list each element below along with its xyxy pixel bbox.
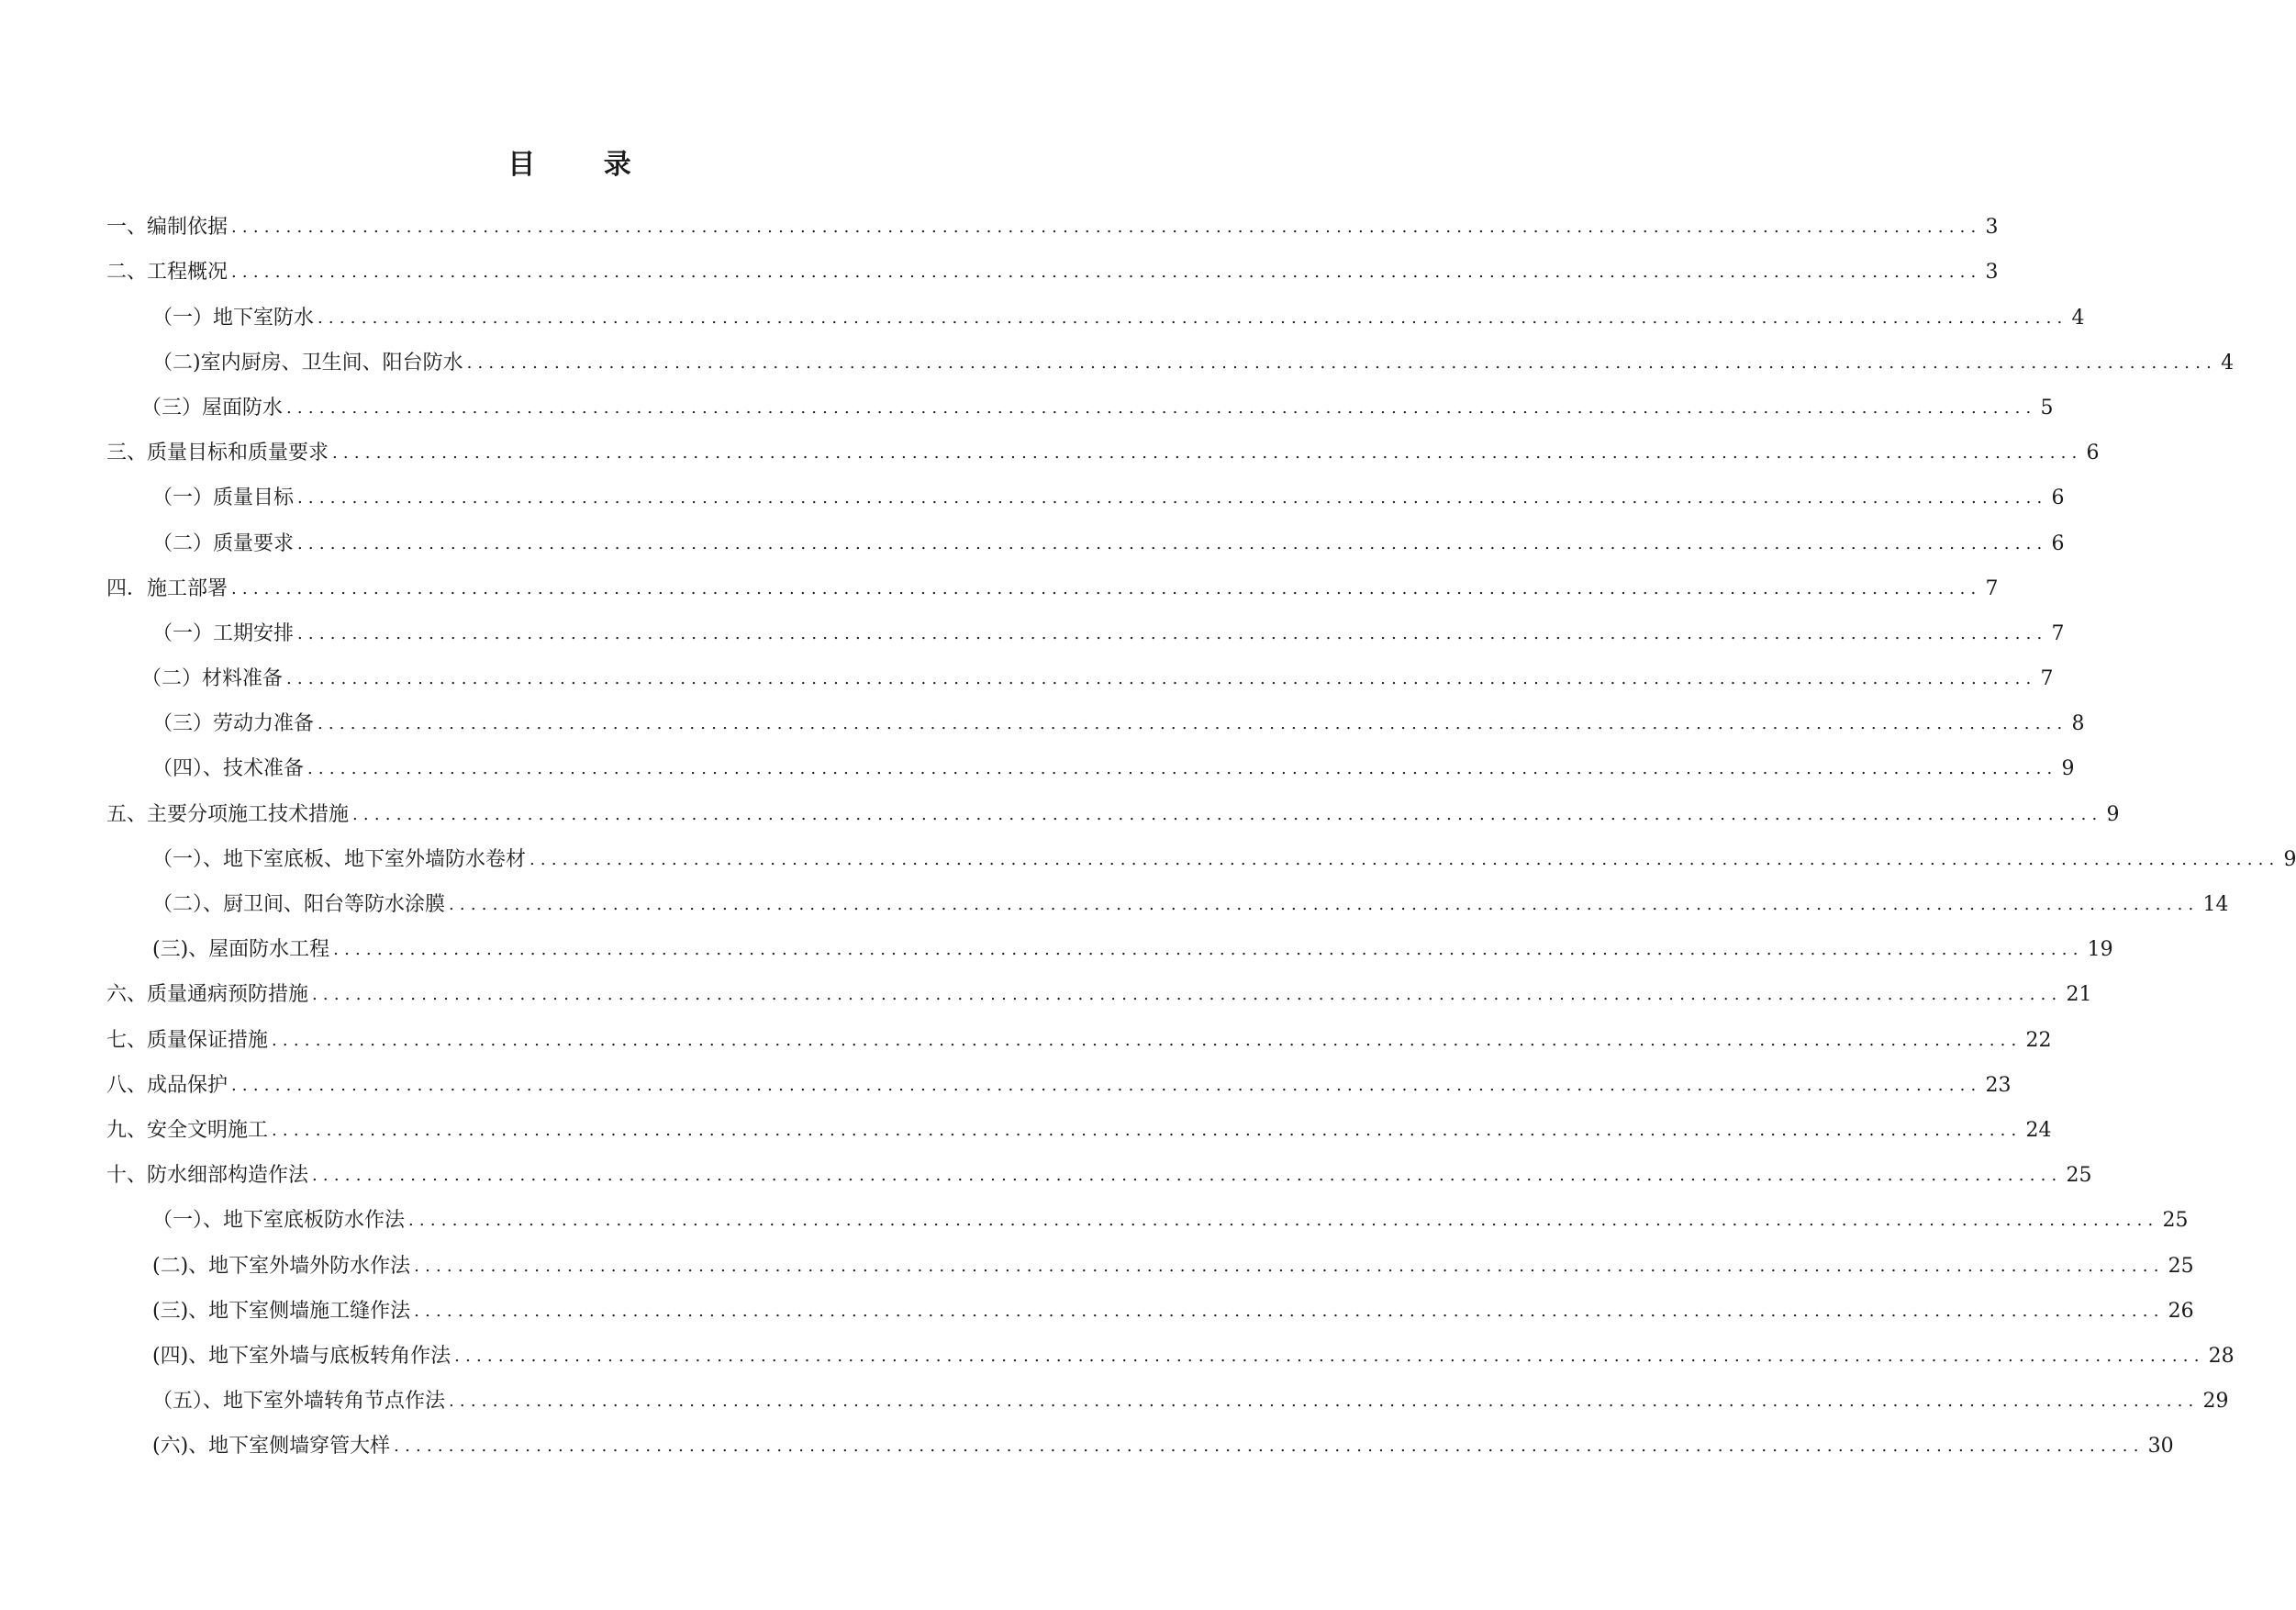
toc-entry[interactable] — [106, 475, 2065, 520]
toc-entry[interactable] — [106, 926, 2113, 971]
toc-page-number: 14 — [2202, 893, 2229, 916]
toc-dot-leader: ................................................................................................................................................................ — [352, 804, 2103, 824]
toc-entry[interactable] — [106, 655, 2054, 700]
toc-entry[interactable] — [106, 1288, 2194, 1333]
toc-page-number: 23 — [1985, 1073, 2012, 1097]
toc-entry-text: （三）劳动力准备 — [152, 712, 315, 736]
toc-dot-leader: ................................................................................................................................................................ — [332, 443, 2083, 464]
toc-entry-text: 十、防水细部构造作法 — [106, 1164, 309, 1188]
toc-page-number: 5 — [2040, 396, 2054, 419]
toc-entry-text: 九、安全文明施工 — [106, 1118, 269, 1142]
toc-page-number: 25 — [2162, 1209, 2189, 1233]
toc-page-number: 6 — [2086, 442, 2100, 465]
toc-dot-leader: ................................................................................................................................................................ — [231, 218, 1982, 238]
toc-entry[interactable] — [106, 204, 1999, 249]
toc-dot-leader: ................................................................................................................................................................ — [318, 714, 2068, 734]
toc-entry[interactable] — [106, 1378, 2229, 1423]
toc-page-number: 7 — [1985, 576, 1999, 600]
toc-entry-text: （二）、厨卫间、阳台等防水涂膜 — [152, 893, 446, 916]
toc-entry[interactable] — [106, 1197, 2189, 1242]
toc-entry[interactable] — [106, 385, 2054, 430]
toc-dot-leader: ................................................................................................................................................................ — [394, 1437, 2145, 1457]
toc-entry[interactable] — [106, 1152, 2092, 1197]
toc-dot-leader: ................................................................................................................................................................ — [449, 895, 2200, 914]
toc-entry-text: 二、工程概况 — [106, 261, 228, 285]
toc-entry-text: （二)室内厨房、卫生间、阳台防水 — [152, 351, 463, 375]
toc-entry-text: （二）质量要求 — [152, 531, 295, 555]
toc-entry[interactable] — [106, 294, 2085, 339]
toc-entry[interactable] — [106, 340, 2235, 385]
toc-dot-leader: ................................................................................................................................................................ — [286, 397, 2037, 418]
toc-entry-text: （一）地下室防水 — [152, 306, 315, 330]
toc-entry[interactable] — [106, 1423, 2174, 1468]
toc-page-number: 28 — [2208, 1344, 2235, 1368]
toc-entry-text: 一、编制依据 — [106, 216, 228, 240]
toc-page-number: 9 — [2061, 757, 2075, 781]
toc-page-number: 19 — [2087, 938, 2113, 962]
toc-page-number: 9 — [2283, 847, 2296, 871]
toc-dot-leader: ................................................................................................................................................................ — [231, 578, 1982, 598]
toc-entry[interactable] — [106, 520, 2065, 565]
toc-page-number: 7 — [2051, 621, 2065, 645]
toc-page-number: 8 — [2071, 712, 2085, 736]
toc-entry-text: 三、质量目标和质量要求 — [106, 442, 329, 465]
toc-dot-leader: ................................................................................................................................................................ — [272, 1120, 2023, 1140]
toc-entry[interactable] — [106, 565, 1999, 610]
toc-page-number: 25 — [2066, 1164, 2092, 1188]
toc-entry-text: (四)、地下室外墙与底板转角作法 — [152, 1344, 451, 1368]
toc-page-number: 22 — [2025, 1028, 2052, 1052]
toc-entry[interactable] — [106, 881, 2229, 926]
toc-dot-leader: ................................................................................................................................................................ — [286, 669, 2037, 689]
toc-entry-text: 五、主要分项施工技术措施 — [106, 802, 350, 826]
toc-title: 目 录 — [507, 149, 661, 181]
toc-dot-leader: ................................................................................................................................................................ — [297, 488, 2048, 509]
toc-entry[interactable] — [106, 836, 2296, 881]
toc-page-number: 30 — [2147, 1435, 2174, 1459]
toc-page-number: 24 — [2025, 1118, 2052, 1142]
toc-entry-text: (三)、地下室侧墙施工缝作法 — [152, 1299, 411, 1323]
toc-entry-text: 七、质量保证措施 — [106, 1028, 269, 1052]
toc-page-number: 4 — [2221, 351, 2235, 375]
toc-dot-leader: ................................................................................................................................................................ — [312, 985, 2063, 1005]
toc-dot-leader: ................................................................................................................................................................ — [466, 352, 2218, 373]
toc-entry[interactable] — [106, 745, 2075, 790]
toc-entry[interactable] — [106, 1107, 2052, 1152]
toc-entry-text: (三)、屋面防水工程 — [152, 938, 330, 962]
toc-entry-text: （五）、地下室外墙转角节点作法 — [152, 1390, 446, 1414]
toc-entry-text: （三）屋面防水 — [141, 396, 284, 419]
toc-entry[interactable] — [106, 1333, 2235, 1378]
toc-entry[interactable] — [106, 1242, 2194, 1287]
toc-entry[interactable] — [106, 1016, 2052, 1061]
toc-entry-text: 六、质量通病预防措施 — [106, 983, 309, 1007]
toc-entry-text: （一）质量目标 — [152, 486, 295, 510]
toc-entry-text: 八、成品保护 — [106, 1073, 228, 1097]
toc-dot-leader: ................................................................................................................................................................ — [318, 307, 2068, 328]
toc-entry-text: （一）工期安排 — [152, 621, 295, 645]
toc-entry[interactable] — [106, 249, 1999, 294]
toc-entry-text: 四．施工部署 — [106, 576, 228, 600]
toc-dot-leader: ................................................................................................................................................................ — [231, 1075, 1982, 1095]
toc-entry[interactable] — [106, 1062, 2012, 1107]
toc-entry-text: （一）、地下室底板、地下室外墙防水卷材 — [152, 847, 527, 871]
toc-dot-leader: ................................................................................................................................................................ — [312, 1166, 2063, 1186]
toc-dot-leader: ................................................................................................................................................................ — [231, 263, 1982, 283]
toc-page-number: 7 — [2040, 667, 2054, 691]
toc-entry[interactable] — [106, 971, 2092, 1016]
toc-page-number: 29 — [2202, 1390, 2229, 1414]
toc-page-number: 6 — [2051, 486, 2065, 510]
toc-page-number: 9 — [2106, 802, 2120, 826]
toc-dot-leader: ................................................................................................................................................................ — [408, 1211, 2159, 1231]
toc-entry-text: （二）材料准备 — [141, 667, 284, 691]
toc-entry-text: (六)、地下室侧墙穿管大样 — [152, 1435, 391, 1459]
toc-dot-leader: ................................................................................................................................................................ — [449, 1392, 2200, 1412]
toc-dot-leader: ................................................................................................................................................................ — [307, 759, 2058, 779]
toc-dot-leader: ................................................................................................................................................................ — [297, 623, 2048, 643]
toc-dot-leader: ................................................................................................................................................................ — [529, 849, 2280, 869]
toc-page-number: 21 — [2066, 983, 2092, 1007]
toc-dot-leader: ................................................................................................................................................................ — [414, 1256, 2165, 1276]
toc-page-number: 6 — [2051, 531, 2065, 555]
toc-dot-leader: ................................................................................................................................................................ — [272, 1030, 2023, 1050]
toc-page-number: 25 — [2168, 1254, 2194, 1278]
toc-entry-text: (二)、地下室外墙外防水作法 — [152, 1254, 411, 1278]
toc-entry[interactable] — [106, 700, 2085, 745]
toc-page-number: 26 — [2168, 1299, 2194, 1323]
toc-page-number: 3 — [1985, 216, 1999, 240]
toc-entry[interactable] — [106, 610, 2065, 655]
toc-list — [106, 204, 2296, 1468]
toc-entry-text: （一）、地下室底板防水作法 — [152, 1209, 406, 1233]
toc-entry-text: （四）、技术准备 — [152, 757, 305, 781]
toc-page-number: 3 — [1985, 261, 1999, 285]
toc-page-number: 4 — [2071, 306, 2085, 330]
toc-entry[interactable] — [106, 790, 2120, 835]
toc-dot-leader: ................................................................................................................................................................ — [297, 533, 2048, 553]
toc-dot-leader: ................................................................................................................................................................ — [414, 1301, 2165, 1321]
toc-dot-leader: ................................................................................................................................................................ — [333, 940, 2084, 960]
toc-dot-leader: ................................................................................................................................................................ — [454, 1346, 2205, 1366]
toc-entry[interactable] — [106, 430, 2100, 475]
